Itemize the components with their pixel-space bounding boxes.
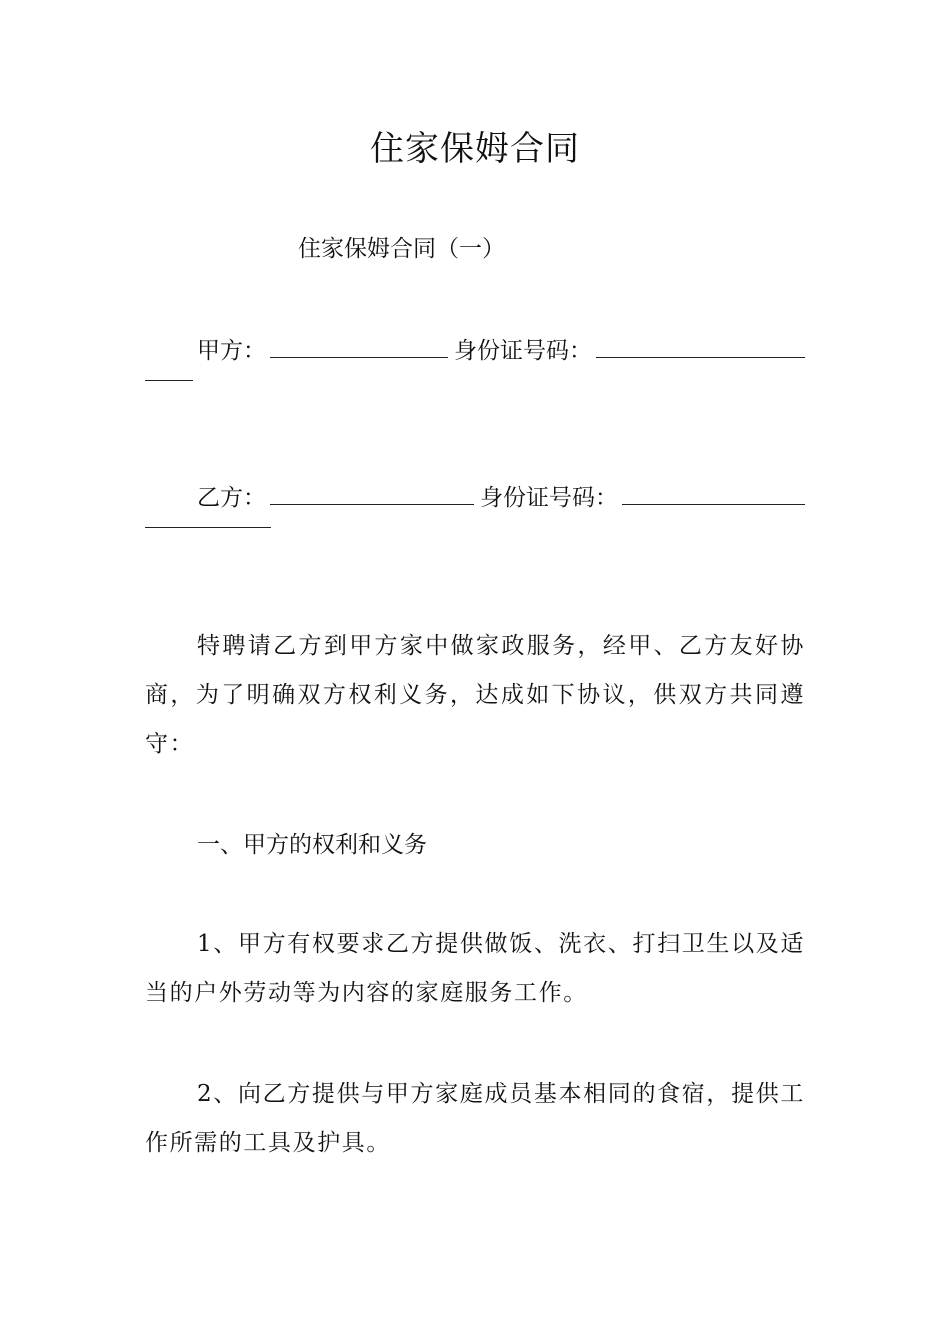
- party-a-name-blank: [270, 331, 448, 358]
- intro-paragraph: 特聘请乙方到甲方家中做家政服务，经甲、乙方友好协商，为了明确双方权利义务，达成如下协议，供双方共同遵守：: [145, 633, 805, 757]
- document-subtitle: 住家保姆合同（一）: [298, 236, 505, 262]
- party-a-label: 甲方：: [197, 338, 266, 364]
- party-b-line: [145, 473, 805, 528]
- party-b-label: 乙方：: [197, 485, 266, 511]
- party-b-id-label: 身份证号码：: [480, 485, 618, 511]
- party-b-id-blank: [622, 478, 805, 505]
- party-b-name-blank: [270, 478, 474, 505]
- clause-1: 1、甲方有权要求乙方提供做饭、洗衣、打扫卫生以及适当的户外劳动等为内容的家庭服务工作。: [145, 931, 805, 1006]
- party-a-id-blank: [596, 331, 805, 358]
- section-1-heading: 一、甲方的权利和义务: [197, 832, 427, 858]
- party-a-line: [145, 326, 805, 381]
- party-a-id-label: 身份证号码：: [454, 338, 592, 364]
- party-a-id-blank-continued: [145, 374, 193, 381]
- document-title: 住家保姆合同: [370, 129, 580, 169]
- clause-2: 2、向乙方提供与甲方家庭成员基本相同的食宿，提供工作所需的工具及护具。: [145, 1081, 805, 1156]
